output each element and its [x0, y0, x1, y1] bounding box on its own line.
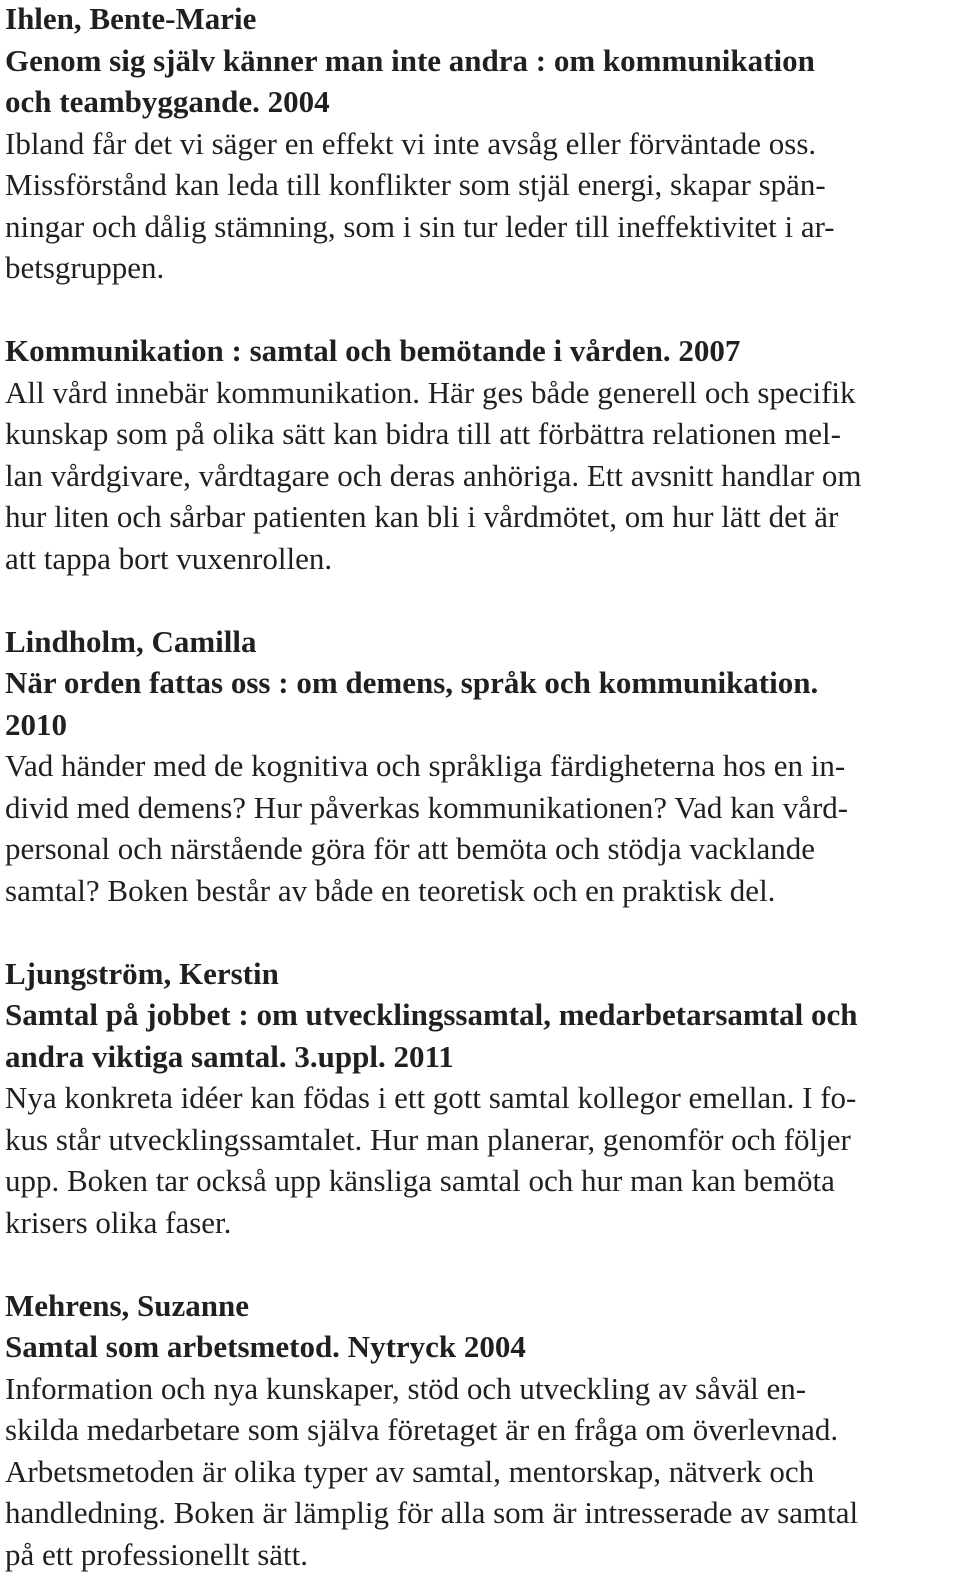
book-description-line: Arbetsmetoden är olika typer av samtal, mentorskap, nätverk och	[5, 1451, 960, 1493]
book-title-line: 2010	[5, 704, 960, 746]
book-title-line: Samtal som arbetsmetod. Nytryck 2004	[5, 1326, 960, 1368]
book-entry	[5, 330, 960, 579]
book-description-line: Missförstånd kan leda till konflikter som stjäl energi, skapar spän-	[5, 164, 960, 206]
book-author: Ihlen, Bente-Marie	[5, 0, 960, 40]
book-description-line: på ett professionellt sätt.	[5, 1534, 960, 1575]
book-description-line: betsgruppen.	[5, 247, 960, 289]
book-description-line: personal och närstående göra för att bemöta och stödja vacklande	[5, 828, 960, 870]
book-description-line: divid med demens? Hur påverkas kommunikationen? Vad kan vård-	[5, 787, 960, 829]
book-description-line: ningar och dålig stämning, som i sin tur leder till ineffektivitet i ar-	[5, 206, 960, 248]
book-description-line: krisers olika faser.	[5, 1202, 960, 1244]
book-description-line: Nya konkreta idéer kan födas i ett gott samtal kollegor emellan. I fo-	[5, 1077, 960, 1119]
book-description-line: skilda medarbetare som själva företaget är en fråga om överlevnad.	[5, 1409, 960, 1451]
book-entry	[5, 0, 960, 289]
book-description-line: Information och nya kunskaper, stöd och utveckling av såväl en-	[5, 1368, 960, 1410]
book-description-line: samtal? Boken består av både en teoretisk och en praktisk del.	[5, 870, 960, 912]
book-title-line: Genom sig själv känner man inte andra : om kommunikation	[5, 40, 960, 82]
book-title-line: och teambyggande. 2004	[5, 81, 960, 123]
book-description-line: Vad händer med de kognitiva och språkliga färdigheterna hos en in-	[5, 745, 960, 787]
book-description-line: upp. Boken tar också upp känsliga samtal och hur man kan bemöta	[5, 1160, 960, 1202]
book-entry	[5, 953, 960, 1244]
book-entry	[5, 1285, 960, 1575]
book-description-line: lan vårdgivare, vårdtagare och deras anhöriga. Ett avsnitt handlar om	[5, 455, 960, 497]
book-author: Mehrens, Suzanne	[5, 1285, 960, 1327]
book-description-line: kunskap som på olika sätt kan bidra till att förbättra relationen mel-	[5, 413, 960, 455]
book-title-line: När orden fattas oss : om demens, språk och kommunikation.	[5, 662, 960, 704]
book-description-line: hur liten och sårbar patienten kan bli i vårdmötet, om hur lätt det är	[5, 496, 960, 538]
book-description-line: All vård innebär kommunikation. Här ges både generell och specifik	[5, 372, 960, 414]
book-description-line: kus står utvecklingssamtalet. Hur man planerar, genomför och följer	[5, 1119, 960, 1161]
book-title-line: Samtal på jobbet : om utvecklingssamtal, medarbetarsamtal och	[5, 994, 960, 1036]
book-description-line: handledning. Boken är lämplig för alla som är intresserade av samtal	[5, 1492, 960, 1534]
book-title-line: Kommunikation : samtal och bemötande i vården. 2007	[5, 330, 960, 372]
book-description-line: Ibland får det vi säger en effekt vi inte avsåg eller förväntade oss.	[5, 123, 960, 165]
book-description-line: att tappa bort vuxenrollen.	[5, 538, 960, 580]
book-author: Lindholm, Camilla	[5, 621, 960, 663]
book-title-line: andra viktiga samtal. 3.uppl. 2011	[5, 1036, 960, 1078]
book-entry	[5, 621, 960, 912]
book-author: Ljungström, Kerstin	[5, 953, 960, 995]
